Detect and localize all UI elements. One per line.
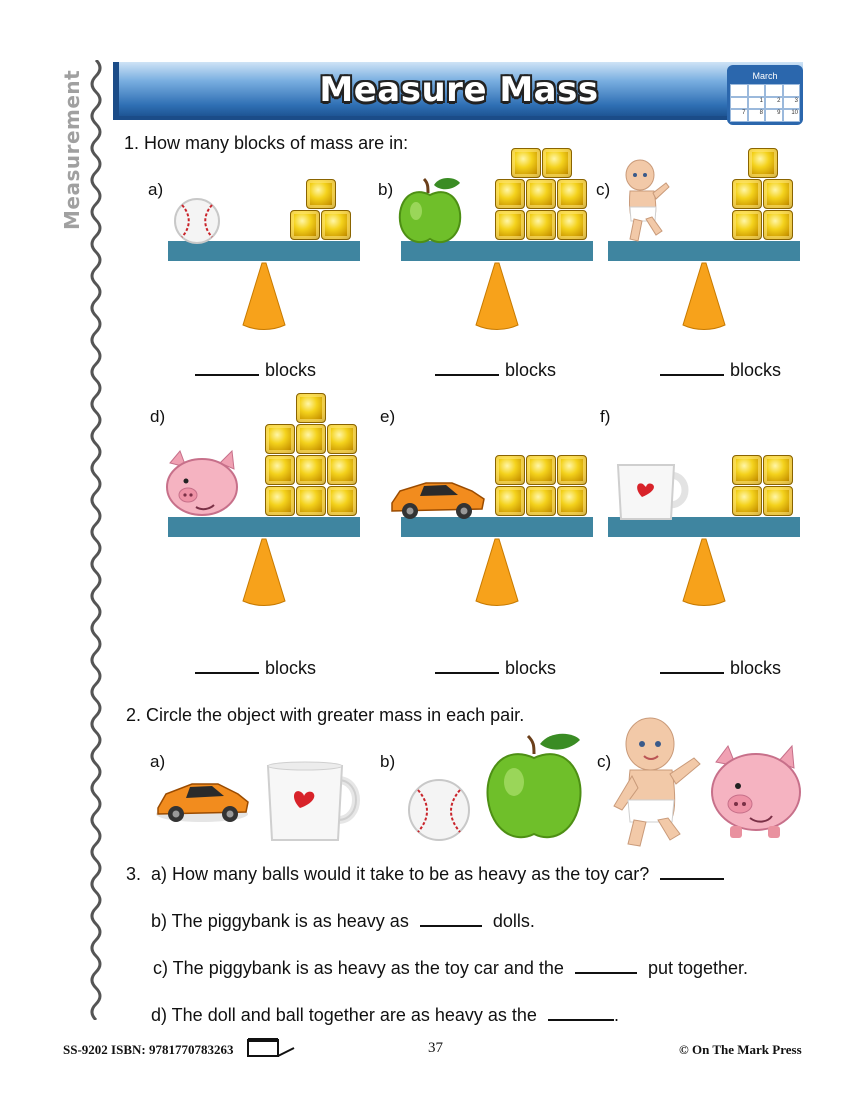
mass-block <box>265 486 295 516</box>
footer-isbn: SS-9202 ISBN: 9781770783263 <box>63 1042 234 1057</box>
answer-blank-3d[interactable] <box>548 1005 614 1021</box>
mass-block <box>542 148 572 178</box>
question-3c-suffix: put together. <box>647 958 749 978</box>
blocks-unit-label: blocks <box>265 360 317 380</box>
answer-blank-3b[interactable] <box>420 911 482 927</box>
mass-block <box>495 486 525 516</box>
calendar-day <box>765 84 783 97</box>
q2-label-c: c) <box>597 752 612 771</box>
mug-image[interactable] <box>264 760 364 846</box>
q1-answer-d <box>195 658 316 679</box>
calendar-day <box>748 84 766 97</box>
mass-block <box>290 210 320 240</box>
mass-block <box>557 179 587 209</box>
mass-block <box>732 455 762 485</box>
mass-block <box>265 424 295 454</box>
question-3d <box>151 1005 619 1026</box>
question-3c <box>153 958 748 979</box>
calendar-month: March <box>730 68 800 84</box>
q2-label-a: a) <box>150 752 166 771</box>
page-number: 37 <box>428 1040 443 1056</box>
question-3a <box>151 864 724 885</box>
q1-answer-b <box>435 360 556 381</box>
mass-block <box>526 179 556 209</box>
question-3-number: 3. <box>126 864 142 884</box>
question-3b <box>151 911 535 932</box>
mass-block <box>306 179 336 209</box>
balance-fulcrum <box>475 537 519 607</box>
question-3c-text: c) The piggybank is as heavy as the toy car and the <box>153 958 564 978</box>
mass-block <box>763 486 793 516</box>
question-3d-suffix: . <box>613 1005 619 1025</box>
q1-answer-a <box>195 360 316 381</box>
mass-block <box>732 486 762 516</box>
mass-block <box>763 455 793 485</box>
balance-fulcrum <box>242 537 286 607</box>
toy-car-image[interactable] <box>388 473 488 521</box>
mass-block <box>557 455 587 485</box>
mass-block <box>732 210 762 240</box>
calendar-day <box>730 84 748 97</box>
piggy-bank-image[interactable] <box>708 742 802 842</box>
answer-blank[interactable] <box>435 360 499 376</box>
mass-block <box>327 486 357 516</box>
balance-fulcrum <box>682 261 726 331</box>
mass-block <box>265 455 295 485</box>
mass-block <box>732 179 762 209</box>
question-3b-suffix: dolls. <box>492 911 535 931</box>
question-2-prompt: 2. Circle the object with greater mass in each pair. <box>126 705 525 725</box>
mass-block <box>557 486 587 516</box>
baseball-image[interactable] <box>172 197 222 245</box>
answer-blank-3c[interactable] <box>575 958 637 974</box>
q1-answer-f <box>660 658 781 679</box>
baby-doll-image[interactable] <box>610 714 706 850</box>
blocks-unit-label: blocks <box>730 658 782 678</box>
q1-label-b: b) <box>378 180 394 199</box>
question-3a-text: a) How many balls would it take to be as heavy as the toy car? <box>151 864 650 884</box>
mass-block <box>296 486 326 516</box>
q1-answer-c <box>660 360 781 381</box>
calendar-day <box>730 97 748 110</box>
mass-block <box>296 393 326 423</box>
mass-block <box>495 455 525 485</box>
mass-block <box>557 210 587 240</box>
answer-blank[interactable] <box>195 658 259 674</box>
calendar-day: 1 <box>748 97 766 110</box>
toy-car-image[interactable] <box>152 770 252 830</box>
mass-block <box>327 424 357 454</box>
mass-block <box>526 455 556 485</box>
calendar-day: 8 <box>748 109 766 122</box>
q1-label-e: e) <box>380 407 396 426</box>
calendar-day: 9 <box>765 109 783 122</box>
calendar-day: 10 <box>783 109 801 122</box>
calendar-day: 2 <box>765 97 783 110</box>
page-title: Measure Mass <box>319 70 599 110</box>
footer-publisher: © On The Mark Press <box>679 1042 802 1057</box>
calendar-day: 7 <box>730 109 748 122</box>
mass-block <box>321 210 351 240</box>
calendar-day: 3 <box>783 97 801 110</box>
section-label: Measurement <box>60 69 84 230</box>
mass-block <box>763 210 793 240</box>
mass-block <box>296 455 326 485</box>
balance-fulcrum <box>242 261 286 331</box>
answer-blank-3a[interactable] <box>660 864 724 880</box>
green-apple-image[interactable] <box>398 175 462 245</box>
question-3d-text: d) The doll and ball together are as heavy as the <box>151 1005 537 1025</box>
mass-block <box>296 424 326 454</box>
title-banner <box>113 62 803 120</box>
calendar-icon <box>727 65 803 125</box>
q1-label-d: d) <box>150 407 166 426</box>
q1-answer-e <box>435 658 556 679</box>
mass-block <box>495 210 525 240</box>
mass-block <box>526 210 556 240</box>
mass-block <box>526 486 556 516</box>
blocks-unit-label: blocks <box>505 360 557 380</box>
balance-fulcrum <box>475 261 519 331</box>
calendar-grid <box>730 84 800 122</box>
baby-doll-image[interactable] <box>620 159 670 245</box>
q1-label-c: c) <box>596 180 611 199</box>
mass-block <box>495 179 525 209</box>
question-3b-text: b) The piggybank is as heavy as <box>151 911 409 931</box>
balance-fulcrum <box>682 537 726 607</box>
answer-blank[interactable] <box>195 360 259 376</box>
q1-label-f: f) <box>600 407 611 426</box>
answer-blank[interactable] <box>660 360 724 376</box>
answer-blank[interactable] <box>435 658 499 674</box>
mass-block <box>763 179 793 209</box>
answer-blank[interactable] <box>660 658 724 674</box>
book-logo-icon <box>246 1034 296 1060</box>
wavy-border-decoration <box>86 60 106 1020</box>
q1-label-a: a) <box>148 180 164 199</box>
mug-image[interactable] <box>616 461 692 521</box>
mass-block <box>511 148 541 178</box>
mass-block <box>748 148 778 178</box>
piggy-bank-image[interactable] <box>164 449 240 521</box>
blocks-unit-label: blocks <box>730 360 782 380</box>
question-1-prompt: 1. How many blocks of mass are in: <box>124 133 409 153</box>
blocks-unit-label: blocks <box>505 658 557 678</box>
mass-block <box>327 455 357 485</box>
green-apple-image[interactable] <box>484 730 584 845</box>
calendar-day <box>783 84 801 97</box>
blocks-unit-label: blocks <box>265 658 317 678</box>
q2-label-b: b) <box>380 752 396 771</box>
baseball-image[interactable] <box>404 778 474 842</box>
